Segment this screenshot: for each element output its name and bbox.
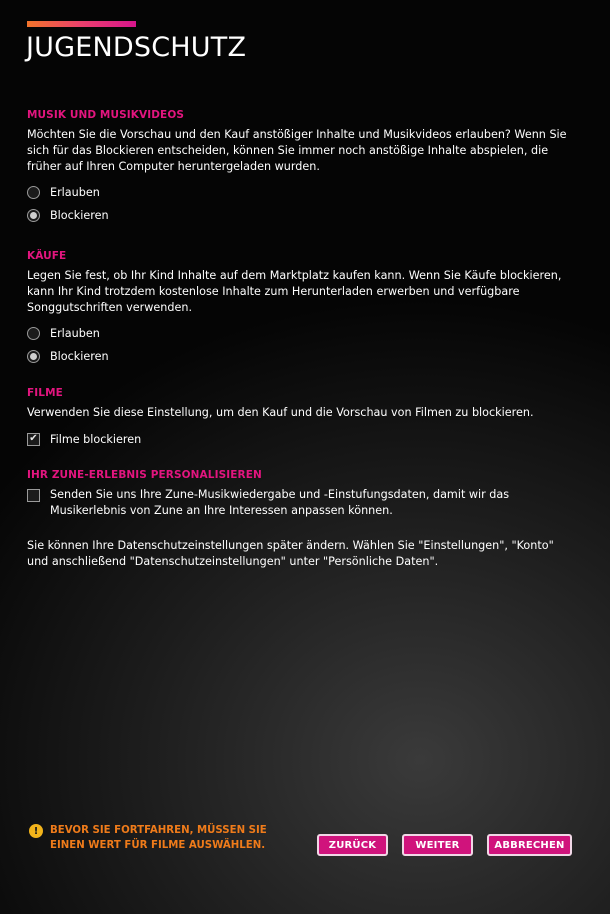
back-button[interactable]: ZURÜCK	[317, 834, 388, 856]
checkbox-block-movies[interactable]	[27, 431, 572, 447]
next-button[interactable]: WEITER	[402, 834, 473, 856]
privacy-info-text: Sie können Ihre Datenschutzeinstellungen später ändern. Wählen Sie "Einstellungen", "Konto" und anschließend "Datenschutzeinstellungen" unter "Persönliche Daten".	[27, 539, 554, 568]
checkbox-label: Senden Sie uns Ihre Zune-Musikwiedergabe und -Einstufungsdaten, damit wir das Musikerlebnis von Zune an Ihre Interessen anpassen können.	[50, 488, 510, 517]
cancel-button[interactable]: ABBRECHEN	[487, 834, 572, 856]
checkmark-icon: ✔	[29, 433, 38, 444]
radio-button[interactable]	[27, 209, 40, 222]
radio-button[interactable]	[27, 186, 40, 199]
radio-label: Erlauben	[50, 326, 100, 340]
checkbox[interactable]	[27, 489, 40, 502]
radio-label: Erlauben	[50, 185, 100, 199]
section-description: Legen Sie fest, ob Ihr Kind Inhalte auf dem Marktplatz kaufen kann. Wenn Sie Käufe blockieren, kann Ihr Kind trotzdem kostenlose Inhalte zum Herunterladen erwerben und verfügbare Songgutschriften verwenden.	[27, 269, 562, 314]
radio-label: Blockieren	[50, 349, 109, 363]
radio-button[interactable]	[27, 350, 40, 363]
section-heading: FILME	[27, 387, 63, 399]
section-heading: KÄUFE	[27, 250, 67, 262]
section-heading: MUSIK UND MUSIKVIDEOS	[27, 109, 185, 121]
radio-purchases-block[interactable]	[27, 348, 572, 364]
radio-selected-dot	[30, 212, 37, 219]
section-purchases	[27, 250, 572, 364]
warning-message	[29, 823, 300, 853]
radio-purchases-allow[interactable]	[27, 325, 572, 341]
checkbox[interactable]	[27, 433, 40, 446]
section-description: Verwenden Sie diese Einstellung, um den Kauf und die Vorschau von Filmen zu blockieren.	[27, 406, 534, 419]
section-heading: IHR ZUNE-ERLEBNIS PERSONALISIEREN	[27, 469, 262, 481]
warning-icon: !	[29, 824, 43, 838]
radio-music-block[interactable]	[27, 207, 572, 223]
radio-button[interactable]	[27, 327, 40, 340]
radio-label: Blockieren	[50, 208, 109, 222]
warning-text: BEVOR SIE FORTFAHREN, MÜSSEN SIE EINEN WERT FÜR FILME AUSWÄHLEN.	[50, 825, 267, 851]
radio-selected-dot	[30, 353, 37, 360]
page-title: JUGENDSCHUTZ	[26, 32, 247, 63]
section-personalize	[27, 469, 572, 519]
checkbox-label: Filme blockieren	[50, 432, 142, 446]
section-description: Möchten Sie die Vorschau und den Kauf anstößiger Inhalte und Musikvideos erlauben? Wenn Sie sich für das Blockieren entscheiden, können Sie immer noch anstößige Inhalte abspielen, die früher auf Ihren Computer heruntergeladen wurden.	[27, 128, 567, 173]
section-movies	[27, 387, 572, 447]
section-music	[27, 109, 572, 223]
accent-bar	[27, 21, 136, 27]
radio-music-allow[interactable]	[27, 184, 572, 200]
checkbox-send-usage-data[interactable]	[27, 487, 572, 519]
